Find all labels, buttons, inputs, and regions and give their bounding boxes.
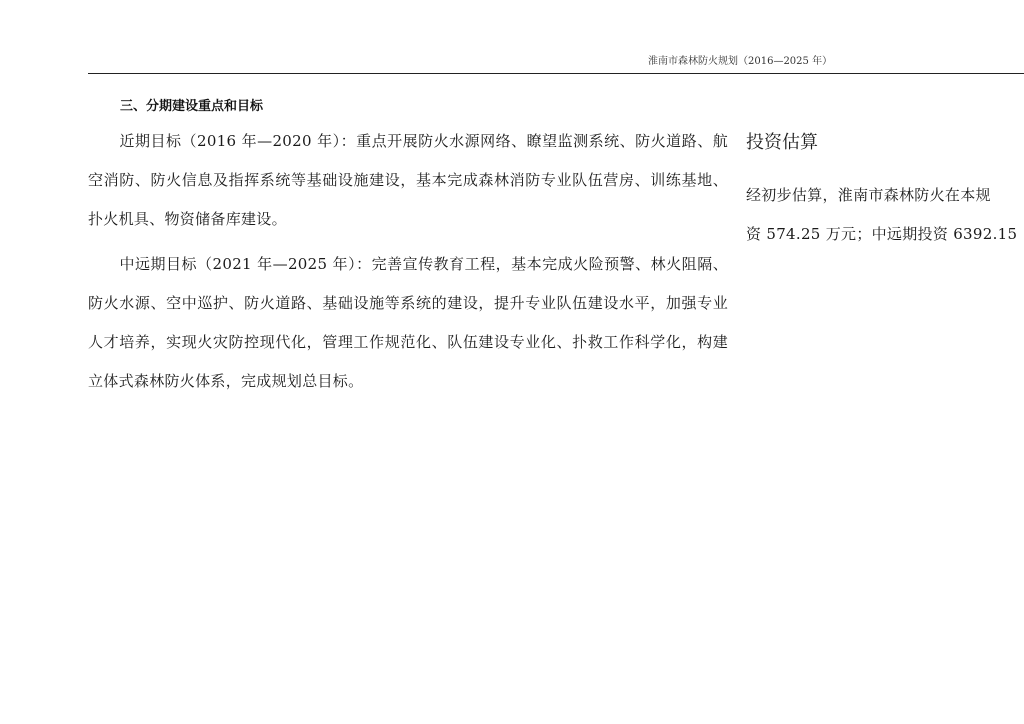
investment-line-2: 资 574.25 万元；中远期投资 6392.15	[746, 225, 1018, 243]
running-header: 淮南市森林防火规划（2016—2025 年）	[648, 56, 833, 67]
investment-text	[746, 176, 1024, 254]
paragraph-long-term: 中远期目标（2021 年—2025 年）：完善宣传教育工程，基本完成火险预警、林火阻隔、防火水源、空中巡护、防火道路、基础设施等系统的建设，提升专业队伍建设水平，加强专业人才培养，实现火灾防控现代化，管理工作规范化、队伍建设专业化、扑救工作科学化，构建立体式森林防火体系，完成规划总目标。	[88, 255, 728, 390]
next-page-column	[746, 0, 1024, 724]
investment-line-1: 经初步估算，淮南市森林防火在本规	[746, 186, 991, 204]
section-heading: 三、分期建设重点和目标	[120, 99, 264, 114]
paragraph-near-term: 近期目标（2016 年—2020 年）：重点开展防火水源网络、瞭望监测系统、防火道路、航空消防、防火信息及指挥系统等基础设施建设，基本完成森林消防专业队伍营房、训练基地、扑火机具、物资储备库建设。	[88, 132, 728, 228]
investment-heading: 投资估算	[746, 132, 818, 153]
